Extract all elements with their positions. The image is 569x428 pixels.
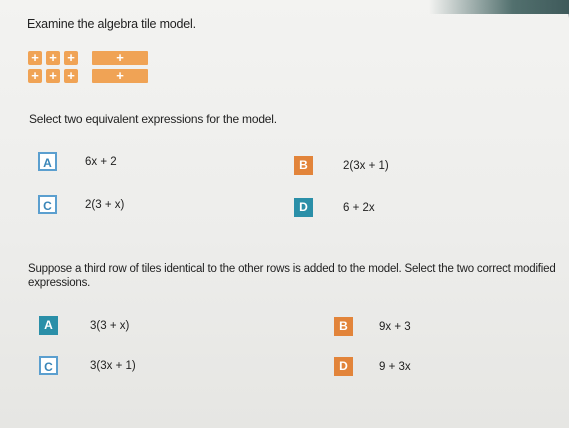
x-tile: + xyxy=(92,51,148,65)
choice-expression: 3(3x + 1) xyxy=(90,359,136,372)
tile-row-1 xyxy=(28,51,148,65)
choice-letter-badge: C xyxy=(39,356,58,375)
unit-tile: + xyxy=(46,51,60,65)
choice-letter-badge: D xyxy=(334,357,353,376)
choice-expression: 9x + 3 xyxy=(379,320,411,333)
choice-letter-badge: A xyxy=(38,152,57,171)
choice-expression: 2(3 + x) xyxy=(85,198,125,211)
choice-letter-badge: D xyxy=(294,198,313,217)
q1-choice-c[interactable] xyxy=(38,195,124,214)
q2-choice-a[interactable] xyxy=(39,316,129,335)
tile-row-2 xyxy=(28,69,148,83)
question1-instruction: Select two equivalent expressions for the model. xyxy=(29,112,277,126)
question2-prompt: Suppose a third row of tiles identical to the other rows is added to the model. Select the two correct modified expressions. xyxy=(28,263,556,289)
choice-expression: 9 + 3x xyxy=(379,360,411,373)
choice-expression: 6x + 2 xyxy=(85,155,117,168)
q1-choice-b[interactable] xyxy=(294,156,389,175)
choice-letter-badge: C xyxy=(38,195,57,214)
choice-expression: 6 + 2x xyxy=(343,201,375,214)
choice-letter-badge: A xyxy=(39,316,58,335)
unit-tile: + xyxy=(28,51,42,65)
unit-tile: + xyxy=(64,69,78,83)
choice-expression: 2(3x + 1) xyxy=(343,159,389,172)
unit-tile: + xyxy=(46,69,60,83)
choice-letter-badge: B xyxy=(334,317,353,336)
unit-tile: + xyxy=(64,51,78,65)
choice-expression: 3(3 + x) xyxy=(90,319,130,332)
algebra-tile-model xyxy=(28,51,148,87)
device-bezel xyxy=(429,0,569,14)
q1-choice-d[interactable] xyxy=(294,198,375,217)
x-tile: + xyxy=(92,69,148,83)
q1-choice-a[interactable] xyxy=(38,152,117,171)
q2-choice-b[interactable] xyxy=(334,317,411,336)
unit-tile: + xyxy=(28,69,42,83)
choice-letter-badge: B xyxy=(294,156,313,175)
q2-choice-d[interactable] xyxy=(334,357,411,376)
q2-choice-c[interactable] xyxy=(39,356,136,375)
question-title: Examine the algebra tile model. xyxy=(27,17,196,31)
